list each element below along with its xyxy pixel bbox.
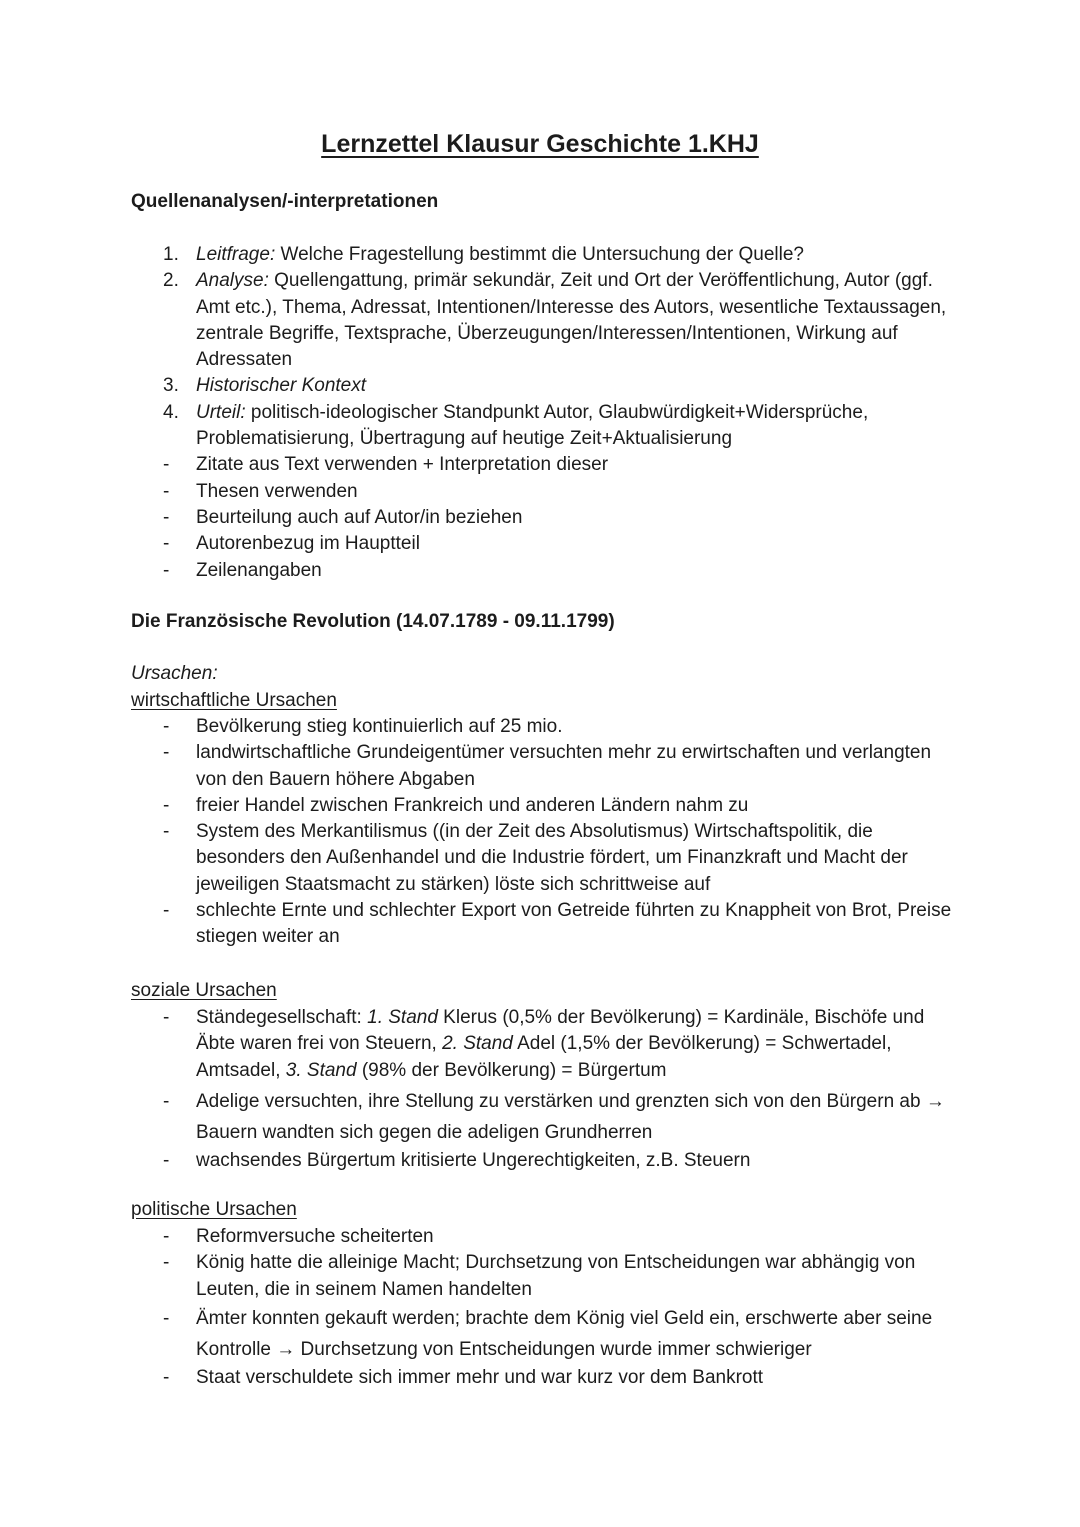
- subheading-social-causes: soziale Ursachen: [131, 980, 277, 1001]
- list-item-estates: [0, 1005, 1080, 1084]
- item-text: Ständegesellschaft:: [196, 1007, 368, 1028]
- list-item: [0, 898, 1080, 951]
- dash-marker: -: [163, 821, 170, 843]
- list-item: [0, 242, 1080, 268]
- item-text: Staat verschuldete sich immer mehr und war kurz vor dem Bankrott: [196, 1366, 764, 1388]
- list-item: [0, 1250, 1080, 1303]
- list-item: [0, 479, 1080, 505]
- dash-marker: -: [163, 1366, 170, 1388]
- dash-marker: -: [163, 480, 170, 502]
- economic-causes-list: [0, 714, 1080, 951]
- dash-marker: -: [163, 900, 170, 922]
- numbered-list: [0, 242, 1080, 584]
- estate-label: 1. Stand: [367, 1007, 438, 1028]
- dash-marker: -: [163, 1149, 170, 1171]
- dash-marker: -: [163, 1007, 170, 1028]
- list-item: [0, 558, 1080, 584]
- item-text: Reformversuche scheiterten: [196, 1226, 434, 1247]
- item-text: Bevölkerung stieg kontinuierlich auf 25 mio.: [196, 716, 563, 737]
- dash-marker: -: [163, 1307, 170, 1329]
- list-item: [0, 400, 1080, 453]
- dash-marker: -: [163, 1226, 170, 1247]
- item-text: (98% der Bevölkerung) = Bürgertum: [356, 1059, 667, 1081]
- list-item: [0, 1224, 1080, 1250]
- list-number: 4.: [163, 401, 179, 423]
- dash-marker: -: [163, 742, 170, 764]
- keyword: Historischer Kontext: [196, 375, 367, 397]
- item-text: Klerus (0,5% der Bevölkerung) = Kardinäle, Bischöfe und Äbte waren frei von Steuern,: [196, 1007, 925, 1055]
- list-item: [0, 1086, 1080, 1148]
- item-text: freier Handel zwischen Frankreich und anderen Ländern nahm zu: [196, 794, 749, 816]
- subheading-economic-causes: wirtschaftliche Ursachen: [131, 690, 337, 711]
- item-text: wachsendes Bürgertum kritisierte Ungerechtigkeiten, z.B. Steuern: [196, 1149, 751, 1171]
- page-title: Lernzettel Klausur Geschichte 1.KHJ: [321, 130, 759, 158]
- item-text: Zeilenangaben: [196, 559, 322, 581]
- item-text: Autorenbezug im Hauptteil: [196, 533, 420, 555]
- social-causes-list: [0, 1005, 1080, 1174]
- item-text: landwirtschaftliche Grundeigentümer versuchten mehr zu erwirtschaften und verlangten von den Bauern höhere Abgaben: [196, 742, 932, 790]
- dash-marker: -: [163, 716, 170, 737]
- list-item: [0, 505, 1080, 531]
- list-item: [0, 452, 1080, 478]
- item-text: politisch-ideologischer Standpunkt Autor, Glaubwürdigkeit+Widersprüche, Problematisierung, Übertragung auf heutige Zeit+Aktualisierung: [196, 401, 869, 450]
- list-item: [0, 714, 1080, 740]
- list-item: [0, 373, 1080, 399]
- item-text: Welche Fragestellung bestimmt die Untersuchung der Quelle?: [275, 244, 804, 265]
- item-text: Beurteilung auch auf Autor/in beziehen: [196, 506, 523, 528]
- keyword: Analyse:: [196, 270, 269, 292]
- list-item: [0, 268, 1080, 373]
- list-number: 1.: [163, 244, 179, 265]
- item-text: Thesen verwenden: [196, 480, 358, 502]
- list-item: [0, 531, 1080, 557]
- item-text: Adel (1,5% der Bevölkerung) = Schwertadel, Amtsadel,: [196, 1033, 892, 1081]
- item-text: System des Merkantilismus ((in der Zeit des Absolutismus) Wirtschaftspolitik, die besonders den Außenhandel und die Industrie fördert, um Finanzkraft und Macht der jeweiligen Staatsmacht zu stärken) löste sich schrittweise auf: [196, 821, 908, 895]
- list-item: [0, 819, 1080, 898]
- list-item: [0, 740, 1080, 793]
- list-item: [0, 1365, 1080, 1391]
- political-causes-list: [0, 1224, 1080, 1391]
- list-number: 3.: [163, 375, 179, 397]
- causes-label: Ursachen:: [131, 663, 218, 684]
- item-text: Quellengattung, primär sekundär, Zeit und Ort der Veröffentlichung, Autor (ggf. Amt etc.), Thema, Adressat, Intentionen/Interesse des Autors, wesentliche Textaussagen, zentrale Begriffe, Textsprache, Überzeugungen/Interessen/Intentionen, Wirkung auf Adressaten: [196, 270, 947, 371]
- section-heading-french-revolution: Die Französische Revolution (14.07.1789 - 09.11.1799): [131, 611, 615, 632]
- dash-marker: -: [163, 794, 170, 816]
- dash-marker: -: [163, 533, 170, 555]
- estate-label: 2. Stand: [442, 1033, 513, 1055]
- list-item: [0, 1303, 1080, 1365]
- item-text: Adelige versuchten, ihre Stellung zu verstärken und grenzten sich von den Bürgern ab → Bauern wandten sich gegen die adeligen Grundherren: [196, 1090, 945, 1143]
- dash-marker: -: [163, 559, 170, 581]
- section-heading-source-analysis: Quellenanalysen/-interpretationen: [131, 191, 439, 212]
- item-text: schlechte Ernte und schlechter Export von Getreide führten zu Knappheit von Brot, Preise stiegen weiter an: [196, 900, 952, 948]
- dash-marker: -: [163, 454, 170, 476]
- keyword: Urteil:: [196, 401, 246, 423]
- item-text: König hatte die alleinige Macht; Durchsetzung von Entscheidungen war abhängig von Leuten, die in seinem Namen handelten: [196, 1252, 916, 1300]
- dash-marker: -: [163, 506, 170, 528]
- keyword: Leitfrage:: [196, 244, 276, 265]
- item-text: Ämter konnten gekauft werden; brachte dem König viel Geld ein, erschwerte aber seine Kontrolle → Durchsetzung von Entscheidungen wurde immer schwieriger: [196, 1307, 933, 1360]
- estate-label: 3. Stand: [285, 1059, 357, 1081]
- list-number: 2.: [163, 270, 179, 292]
- dash-marker: -: [163, 1252, 170, 1274]
- list-item: [0, 793, 1080, 819]
- item-text: Zitate aus Text verwenden + Interpretation dieser: [196, 454, 609, 476]
- subheading-political-causes: politische Ursachen: [131, 1199, 297, 1220]
- list-item: [0, 1148, 1080, 1174]
- dash-marker: -: [163, 1090, 170, 1112]
